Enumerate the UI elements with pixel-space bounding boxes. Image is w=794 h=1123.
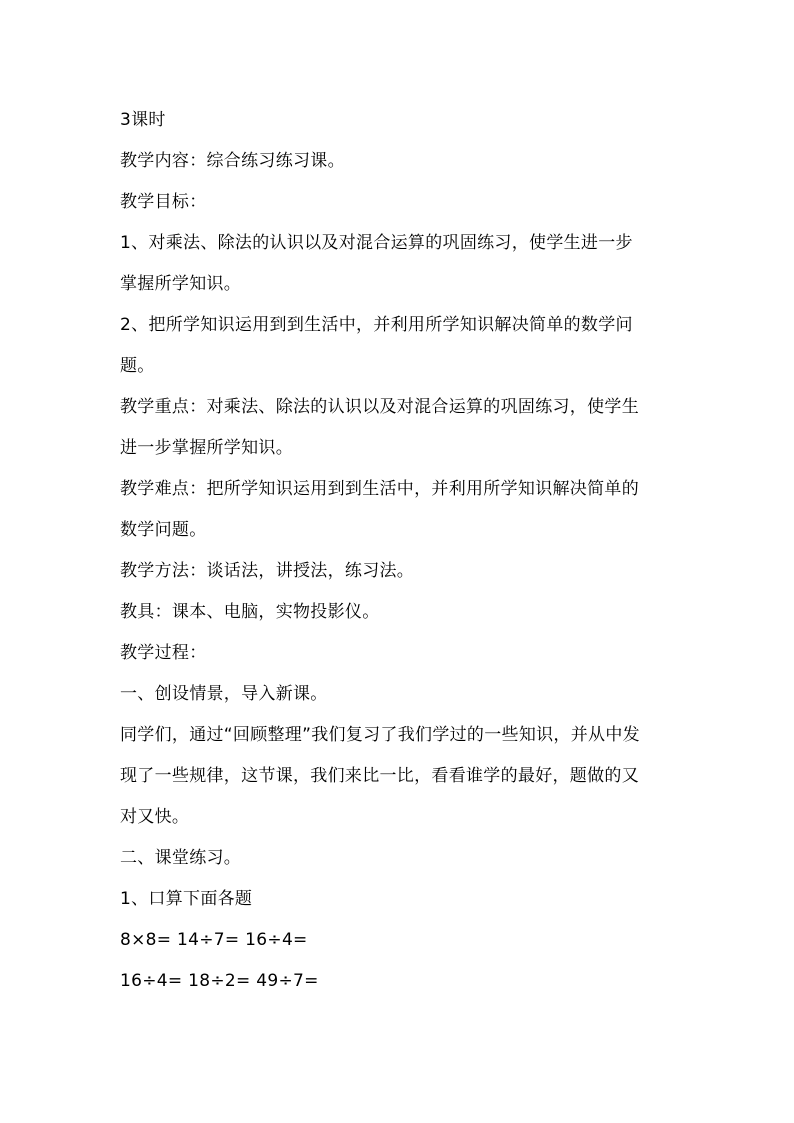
section-2-heading: 二、课堂练习。 [120, 848, 242, 868]
objective-1-line-1: 1、对乘法、除法的认识以及对混合运算的巩固练习，使学生进一步 [120, 233, 633, 253]
intro-paragraph-line-3: 对又快。 [120, 807, 190, 827]
teaching-aids: 教具：课本、电脑，实物投影仪。 [120, 602, 380, 622]
exercise-row-2: 16÷4= 18÷2= 49÷7= [120, 971, 319, 991]
exercise-row-1: 8×8= 14÷7= 16÷4= [120, 930, 308, 950]
document-body [120, 100, 680, 1002]
objective-1-line-2: 掌握所学知识。 [120, 274, 242, 294]
objective-2-line-1: 2、把所学知识运用到到生活中，并利用所学知识解决简单的数学问 [120, 315, 633, 335]
intro-paragraph-line-2: 现了一些规律，这节课，我们来比一比，看看谁学的最好，题做的又 [120, 766, 639, 786]
intro-paragraph-line-1: 同学们，通过“回顾整理”我们复习了我们学过的一些知识，并从中发 [120, 725, 640, 745]
teaching-process-heading: 教学过程： [120, 643, 207, 663]
teaching-objectives-heading: 教学目标： [120, 192, 207, 212]
difficult-points-line-2: 数学问题。 [120, 520, 207, 540]
key-points-line-1: 教学重点：对乘法、除法的认识以及对混合运算的巩固练习，使学生 [120, 397, 639, 417]
difficult-points-line-1: 教学难点：把所学知识运用到到生活中，并利用所学知识解决简单的 [120, 479, 639, 499]
teaching-content: 教学内容：综合练习练习课。 [120, 151, 345, 171]
teaching-methods: 教学方法：谈话法，讲授法，练习法。 [120, 561, 415, 581]
objective-2-line-2: 题。 [120, 356, 155, 376]
section-1-heading: 一、创设情景，导入新课。 [120, 684, 328, 704]
lesson-period-heading: 3课时 [120, 110, 166, 130]
key-points-line-2: 进一步掌握所学知识。 [120, 438, 293, 458]
exercise-1-heading: 1、口算下面各题 [120, 889, 253, 909]
